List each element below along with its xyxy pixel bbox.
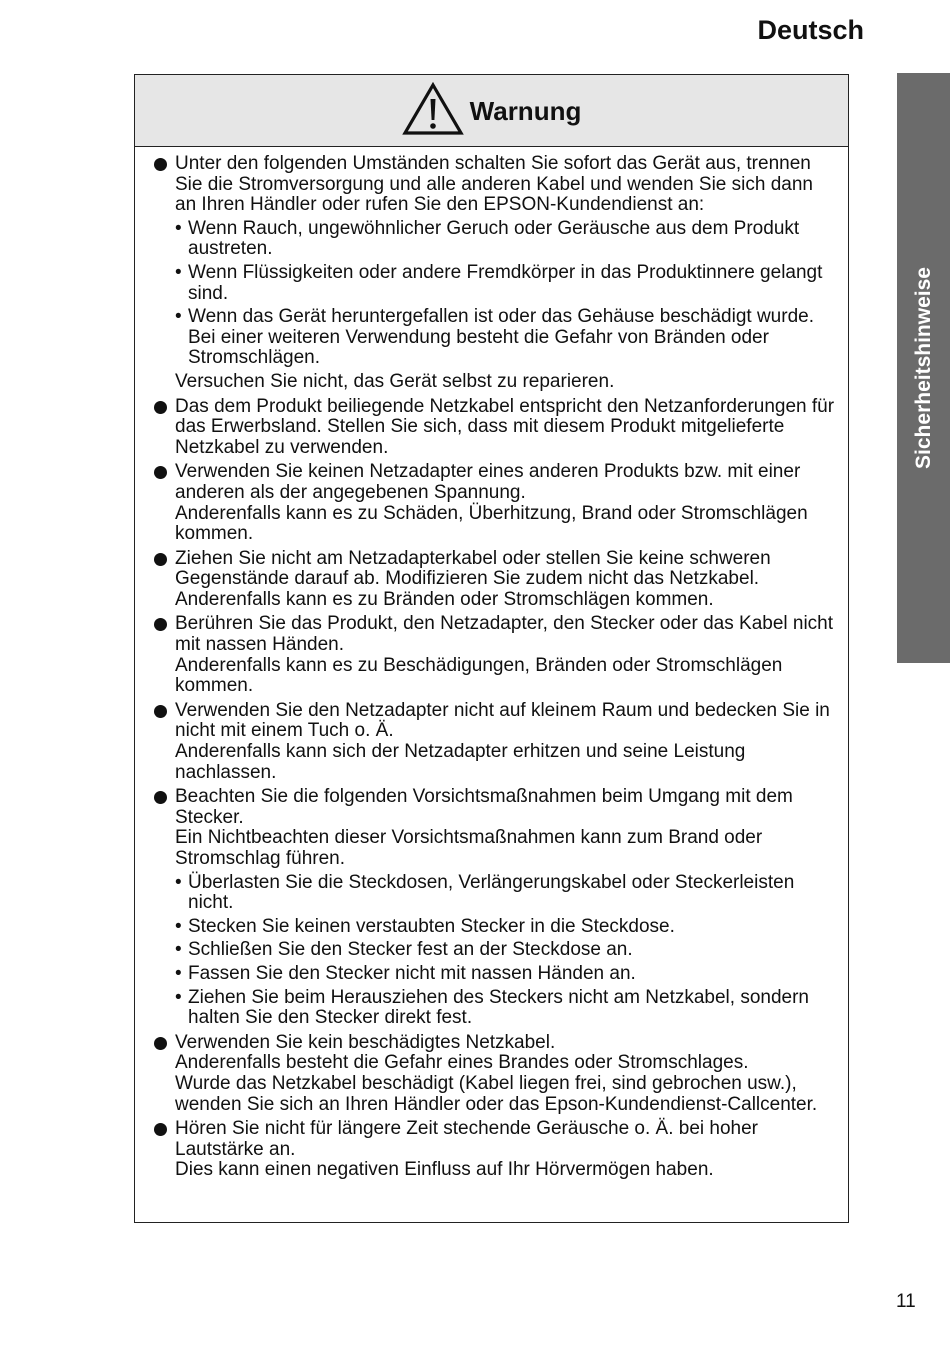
item-paragraph: Wurde das Netzkabel beschädigt (Kabel liegen frei, sind gebrochen usw.), wenden Sie sich an Ihren Händler oder das Epson-Kundendienst-Callcenter. <box>175 1072 818 1115</box>
bullet-icon <box>154 618 167 631</box>
warning-item <box>153 549 838 611</box>
sub-item-text: Überlasten Sie die Steckdosen, Verlängerungskabel oder Steckerleisten nicht. <box>188 871 795 914</box>
sub-item-text: Wenn Flüssigkeiten oder andere Fremdkörper in das Produktinnere gelangt sind. <box>188 261 823 304</box>
sub-bullet-icon: • <box>175 261 182 283</box>
item-paragraph: Verwenden Sie den Netzadapter nicht auf kleinem Raum und bedecken Sie in nicht mit einem Tuch o. Ä. <box>175 699 830 742</box>
warning-item <box>153 614 838 696</box>
item-paragraph: Anderenfalls kann sich der Netzadapter erhitzen und seine Leistung nachlassen. <box>175 741 746 783</box>
language-label: Deutsch <box>757 15 864 45</box>
item-paragraph: Beachten Sie die folgenden Vorsichtsmaßnahmen beim Umgang mit dem Stecker. <box>175 786 793 828</box>
bullet-icon <box>154 158 167 171</box>
item-paragraph: Unter den folgenden Umständen schalten Sie sofort das Gerät aus, trennen Sie die Stromversorgung und alle anderen Kabel und wenden Sie sich dann an Ihren Händler oder rufen Sie den EPSON-Kundendienst an: <box>175 153 813 216</box>
sub-bullet-icon: • <box>175 915 182 937</box>
bullet-icon <box>154 466 167 479</box>
item-paragraph: Berühren Sie das Produkt, den Netzadapter, den Stecker oder das Kabel nicht mit nassen Händen. <box>175 613 834 656</box>
sub-item-text: Ziehen Sie beim Herausziehen des Steckers nicht am Netzkabel, sondern halten Sie den Stecker direkt fest. <box>188 986 809 1029</box>
page-number: 11 <box>896 1291 916 1312</box>
sub-item <box>175 263 838 304</box>
side-tab-label: Sicherheitshinweise <box>911 267 935 469</box>
bullet-icon <box>154 791 167 804</box>
sub-item <box>175 873 838 914</box>
warning-triangle-icon <box>402 82 464 136</box>
sub-item-text: Wenn Rauch, ungewöhnlicher Geruch oder Geräusche aus dem Produkt austreten. <box>188 217 800 260</box>
item-paragraph: Ein Nichtbeachten dieser Vorsichtsmaßnahmen kann zum Brand oder Stromschlag führen. <box>175 827 763 869</box>
sub-item <box>175 219 838 260</box>
item-paragraph: Hören Sie nicht für längere Zeit stechende Geräusche o. Ä. bei hoher Lautstärke an. <box>175 1118 759 1160</box>
bullet-icon <box>154 705 167 718</box>
item-paragraph: Verwenden Sie keinen Netzadapter eines anderen Produkts bzw. mit einer anderen als der angegebenen Spannung. <box>175 461 801 503</box>
item-paragraph: Anderenfalls kann es zu Bränden oder Stromschlägen kommen. <box>175 588 714 610</box>
sub-bullet-icon: • <box>175 217 182 239</box>
sub-item <box>175 940 838 961</box>
sub-item <box>175 988 838 1029</box>
sub-item-text: Schließen Sie den Stecker fest an der Steckdose an. <box>188 939 633 961</box>
warning-item <box>153 1119 838 1181</box>
warning-item <box>153 701 838 783</box>
item-paragraph: Verwenden Sie kein beschädigtes Netzkabel. <box>175 1031 556 1053</box>
sub-item <box>175 307 838 369</box>
item-paragraph: Ziehen Sie nicht am Netzadapterkabel oder stellen Sie keine schweren Gegenstände darauf ab. Modifizieren Sie zudem nicht das Netzkabel. <box>175 547 771 590</box>
sub-bullet-icon: • <box>175 986 182 1008</box>
sub-bullet-icon: • <box>175 306 182 328</box>
sub-item <box>175 964 838 985</box>
sub-bullet-icon: • <box>175 939 182 961</box>
warning-item <box>153 397 838 459</box>
warning-box <box>134 74 849 1223</box>
sub-item-text: Wenn das Gerät heruntergefallen ist oder das Gehäuse beschädigt wurde. Bei einer weiteren Verwendung besteht die Gefahr von Bränden oder Stromschlägen. <box>188 306 814 369</box>
warning-item <box>153 154 838 393</box>
warning-title: Warnung <box>469 95 582 126</box>
item-paragraph: Anderenfalls besteht die Gefahr eines Brandes oder Stromschlages. <box>175 1052 749 1074</box>
warning-header <box>135 75 848 147</box>
side-tab <box>897 73 950 663</box>
sub-bullet-icon: • <box>175 871 182 893</box>
item-paragraph: Anderenfalls kann es zu Beschädigungen, Bränden oder Stromschlägen kommen. <box>175 654 783 697</box>
sub-item-text: Fassen Sie den Stecker nicht mit nassen Händen an. <box>188 962 636 984</box>
item-paragraph: Dies kann einen negativen Einfluss auf Ihr Hörvermögen haben. <box>175 1159 714 1181</box>
warning-list <box>135 147 848 1181</box>
bullet-icon <box>154 401 167 414</box>
bullet-icon <box>154 1123 167 1136</box>
bullet-icon <box>154 1037 167 1050</box>
sub-item-text: Stecken Sie keinen verstaubten Stecker in die Steckdose. <box>188 915 675 937</box>
item-paragraph: Das dem Produkt beiliegende Netzkabel entspricht den Netzanforderungen für das Erwerbsland. Stellen Sie sich, dass mit diesem Produkt mitgelieferte Netzkabel zu verwenden. <box>175 395 835 458</box>
bullet-icon <box>154 553 167 566</box>
sub-item <box>175 917 838 938</box>
warning-item <box>153 787 838 1029</box>
sub-bullet-icon: • <box>175 962 182 984</box>
warning-item <box>153 1033 838 1115</box>
item-paragraph: Versuchen Sie nicht, das Gerät selbst zu reparieren. <box>175 370 615 392</box>
warning-item <box>153 462 838 544</box>
item-paragraph: Anderenfalls kann es zu Schäden, Überhitzung, Brand oder Stromschlägen kommen. <box>175 502 808 545</box>
